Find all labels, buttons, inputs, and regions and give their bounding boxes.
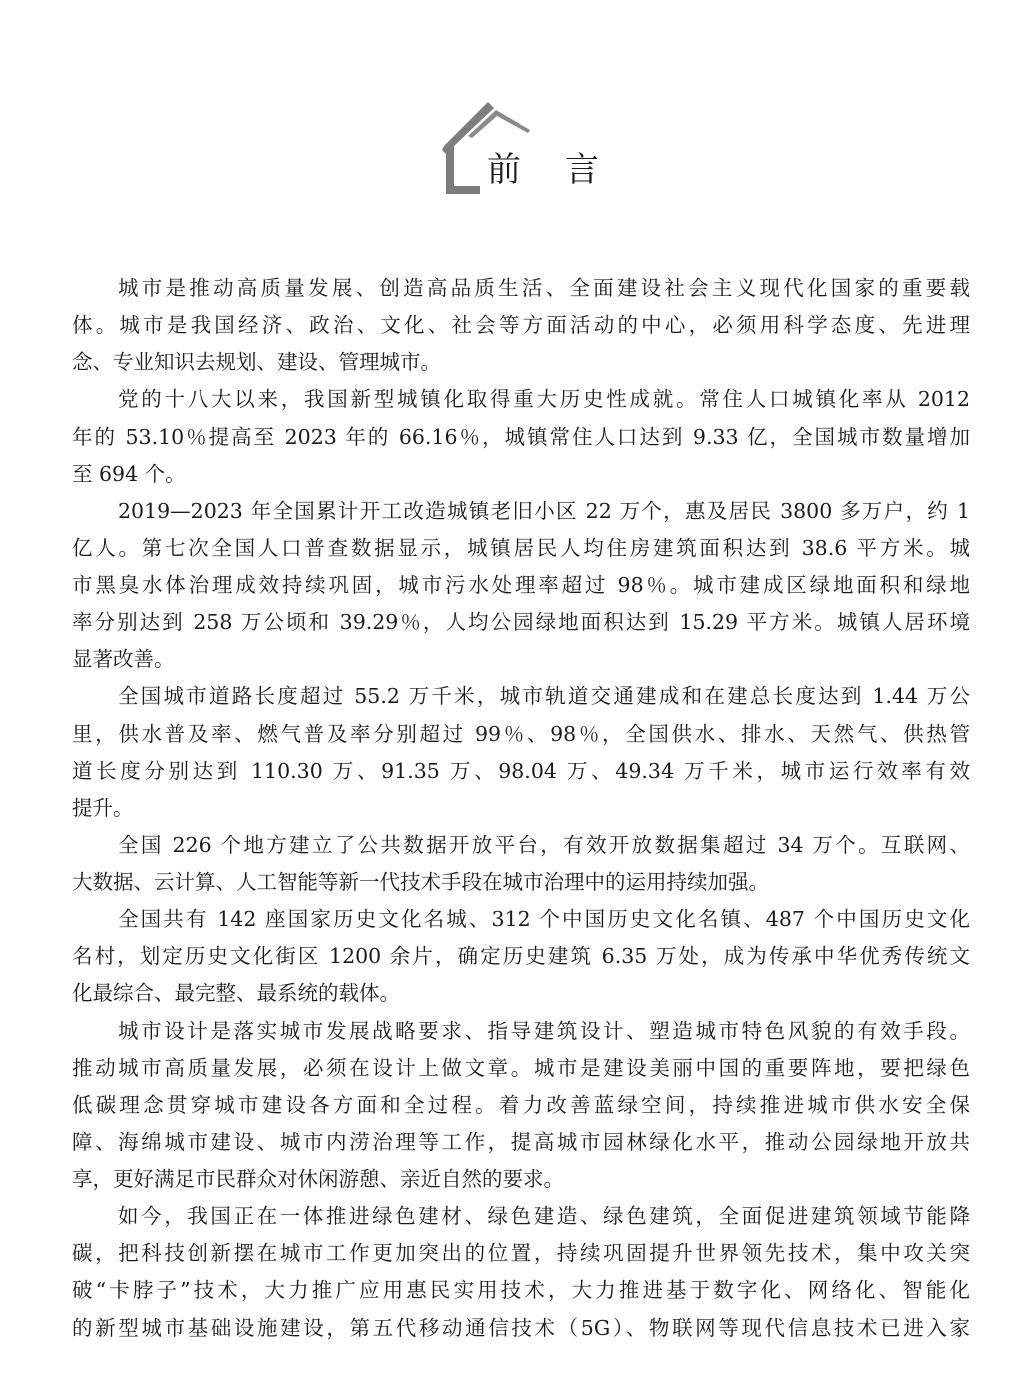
text-line: 念、专业知识去规划、建设、管理城市。 [72, 350, 441, 375]
text-line: 全国 226 个地方建立了公共数据开放平台，有效开放数据集超过 34 万个。互联网、 [118, 832, 970, 857]
text-line: 推动城市高质量发展，必须在设计上做文章。城市是建设美丽中国的重要阵地，要把绿色 [72, 1055, 970, 1080]
text-line: 如今，我国正在一体推进绿色建材、绿色建造、绿色建筑，全面促进建筑领域节能降 [118, 1204, 970, 1229]
text-line: 化最综合、最完整、最系统的载体。 [72, 981, 400, 1006]
page-title-char-1: 前 [487, 150, 521, 190]
paragraph [72, 270, 970, 381]
text-line: 亿人。第七次全国人口普查数据显示，城镇居民人均住房建筑面积达到 38.6 平方米。城 [72, 535, 970, 560]
text-line: 城市设计是落实城市发展战略要求、指导建筑设计、塑造城市特色风貌的有效手段。 [118, 1018, 970, 1043]
paragraph [72, 827, 970, 901]
text-line: 至 694 个。 [72, 461, 186, 486]
paragraph [72, 1013, 970, 1199]
text-line: 率分别达到 258 万公顷和 39.29％，人均公园绿地面积达到 15.29 平方米。城镇人居环境 [72, 610, 970, 635]
preface-body [72, 270, 970, 1347]
text-line: 显著改善。 [72, 647, 175, 672]
text-line: 大数据、云计算、人工智能等新一代技术手段在城市治理中的运用持续加强。 [72, 870, 769, 894]
text-line: 城市是推动高质量发展、创造高品质生活、全面建设社会主义现代化国家的重要载 [118, 276, 970, 300]
paragraph [72, 1198, 970, 1347]
paragraph [72, 901, 970, 1012]
text-line: 低碳理念贯穿城市建设各方面和全过程。着力改善蓝绿空间，持续推进城市供水安全保 [72, 1092, 970, 1117]
text-line: 全国共有 142 座国家历史文化名城、312 个中国历史文化名镇、487 个中国历史文化 [118, 907, 970, 932]
text-line: 2019—2023 年全国累计开工改造城镇老旧小区 22 万个，惠及居民 3800 多万户，约 1 [118, 498, 970, 523]
text-line: 年的 53.10％提高至 2023 年的 66.16％，城镇常住人口达到 9.33 亿，全国城市数量增加 [72, 424, 970, 449]
text-line: 碳，把科技创新摆在城市工作更加突出的位置，持续巩固提升世界领先技术，集中攻关突 [72, 1241, 970, 1266]
paragraph [72, 678, 970, 827]
text-line: 障、海绵城市建设、城市内涝治理等工作，提高城市园林绿化水平，推动公园绿地开放共 [72, 1129, 970, 1154]
paragraph [72, 493, 970, 679]
text-line: 的新型城市基础设施建设，第五代移动通信技术（5G）、物联网等现代信息技术已进入家 [72, 1315, 970, 1340]
text-line: 里，供水普及率、燃气普及率分别超过 99％、98％，全国供水、排水、天然气、供热管 [72, 721, 970, 746]
paragraph [72, 381, 970, 492]
text-line: 道长度分别达到 110.30 万、91.35 万、98.04 万、49.34 万千米，城市运行效率有效 [72, 758, 970, 783]
text-line: 享，更好满足市民群众对休闲游憩、亲近自然的要求。 [72, 1167, 564, 1191]
text-line: 提升。 [72, 795, 134, 820]
text-line: 市黑臭水体治理成效持续巩固，城市污水处理率超过 98％。城市建成区绿地面积和绿地 [72, 573, 970, 597]
text-line: 全国城市道路长度超过 55.2 万千米，城市轨道交通建成和在建总长度达到 1.44 万公 [118, 684, 970, 709]
text-line: 破“卡脖子”技术，大力推广应用惠民实用技术，大力推进基于数字化、网络化、智能化 [72, 1278, 970, 1303]
text-line: 体。城市是我国经济、政治、文化、社会等方面活动的中心，必须用科学态度、先进理 [72, 313, 970, 338]
preface-header [440, 100, 610, 200]
text-line: 党的十八大以来，我国新型城镇化取得重大历史性成就。常住人口城镇化率从 2012 [118, 387, 970, 412]
text-line: 名村，划定历史文化街区 1200 余片，确定历史建筑 6.35 万处，成为传承中华优秀传统文 [72, 944, 970, 969]
page-title-char-2: 言 [565, 150, 599, 190]
